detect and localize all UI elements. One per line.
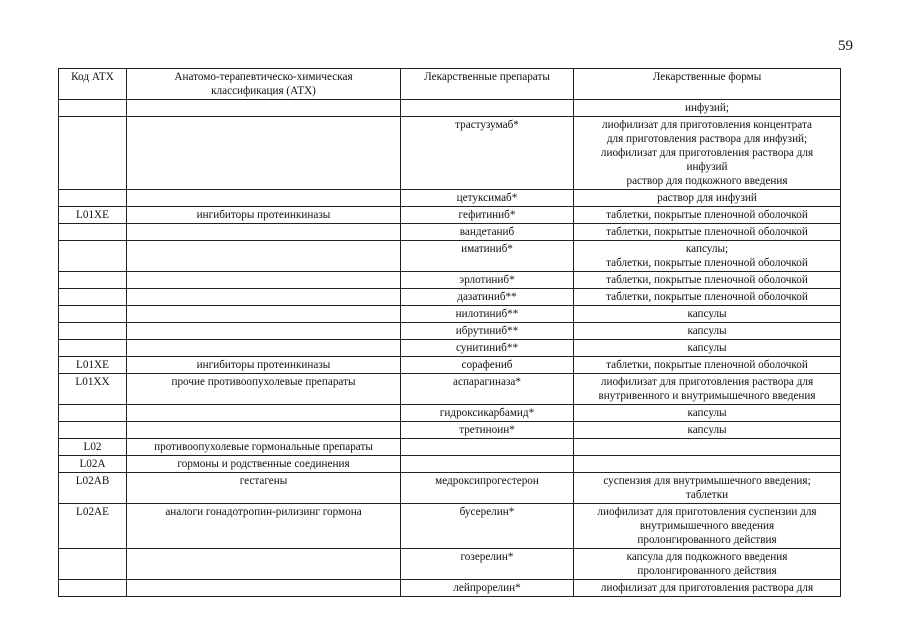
table-row: [59, 405, 841, 422]
cell-atx-code: L01XX: [59, 374, 127, 405]
column-header-dosage-form: Лекарственные формы: [574, 69, 841, 100]
cell-atx-code: [59, 117, 127, 190]
cell-atx-code: L01XE: [59, 357, 127, 374]
cell-dosage-form: суспензия для внутримышечного введения; таблетки: [574, 473, 841, 504]
cell-atx-classification: [127, 190, 401, 207]
cell-atx-code: [59, 549, 127, 580]
atx-table: [58, 68, 841, 597]
table-row: [59, 422, 841, 439]
cell-drug-name: сорафениб: [401, 357, 574, 374]
cell-dosage-form: капсула для подкожного введения пролонгированного действия: [574, 549, 841, 580]
cell-atx-classification: [127, 323, 401, 340]
cell-atx-code: L02: [59, 439, 127, 456]
cell-drug-name: [401, 100, 574, 117]
cell-atx-code: [59, 190, 127, 207]
cell-atx-classification: [127, 340, 401, 357]
cell-atx-classification: противоопухолевые гормональные препараты: [127, 439, 401, 456]
cell-atx-code: L02AE: [59, 504, 127, 549]
cell-atx-classification: гестагены: [127, 473, 401, 504]
cell-drug-name: иматиниб*: [401, 241, 574, 272]
cell-dosage-form: раствор для инфузий: [574, 190, 841, 207]
cell-drug-name: нилотиниб**: [401, 306, 574, 323]
cell-atx-classification: [127, 405, 401, 422]
cell-atx-code: [59, 289, 127, 306]
cell-atx-code: [59, 272, 127, 289]
cell-atx-code: [59, 241, 127, 272]
cell-drug-name: медроксипрогестерон: [401, 473, 574, 504]
table-row: [59, 549, 841, 580]
table-row: [59, 224, 841, 241]
cell-atx-code: [59, 323, 127, 340]
cell-dosage-form: капсулы: [574, 405, 841, 422]
cell-dosage-form: лиофилизат для приготовления суспензии для внутримышечного введения пролонгированного действия: [574, 504, 841, 549]
table-row: [59, 190, 841, 207]
cell-drug-name: цетуксимаб*: [401, 190, 574, 207]
cell-atx-classification: [127, 580, 401, 597]
cell-atx-classification: [127, 422, 401, 439]
cell-drug-name: гозерелин*: [401, 549, 574, 580]
cell-dosage-form: таблетки, покрытые пленочной оболочкой: [574, 272, 841, 289]
cell-drug-name: сунитиниб**: [401, 340, 574, 357]
cell-atx-code: [59, 580, 127, 597]
cell-drug-name: эрлотиниб*: [401, 272, 574, 289]
table-row: [59, 504, 841, 549]
cell-atx-classification: аналоги гонадотропин-рилизинг гормона: [127, 504, 401, 549]
cell-atx-classification: [127, 272, 401, 289]
table-body: [59, 100, 841, 597]
cell-atx-classification: ингибиторы протеинкиназы: [127, 207, 401, 224]
cell-atx-classification: [127, 306, 401, 323]
cell-atx-code: L02A: [59, 456, 127, 473]
cell-drug-name: вандетаниб: [401, 224, 574, 241]
table-row: [59, 289, 841, 306]
cell-atx-code: [59, 224, 127, 241]
cell-dosage-form: таблетки, покрытые пленочной оболочкой: [574, 357, 841, 374]
cell-dosage-form: лиофилизат для приготовления раствора для: [574, 580, 841, 597]
cell-drug-name: лейпрорелин*: [401, 580, 574, 597]
cell-dosage-form: лиофилизат для приготовления концентрата для приготовления раствора для инфузий; лиофилизат для приготовления раствора для инфузий раствор для подкожного введения: [574, 117, 841, 190]
cell-dosage-form: лиофилизат для приготовления раствора для внутривенного и внутримышечного введения: [574, 374, 841, 405]
cell-atx-classification: [127, 289, 401, 306]
cell-drug-name: [401, 456, 574, 473]
cell-atx-code: L01XE: [59, 207, 127, 224]
cell-dosage-form: капсулы; таблетки, покрытые пленочной оболочкой: [574, 241, 841, 272]
column-header-atx-code: Код АТХ: [59, 69, 127, 100]
cell-drug-name: гидроксикарбамид*: [401, 405, 574, 422]
table-row: [59, 100, 841, 117]
cell-atx-code: [59, 100, 127, 117]
cell-atx-classification: [127, 100, 401, 117]
table-row: [59, 456, 841, 473]
cell-drug-name: третиноин*: [401, 422, 574, 439]
cell-atx-classification: прочие противоопухолевые препараты: [127, 374, 401, 405]
cell-atx-classification: [127, 117, 401, 190]
cell-dosage-form: [574, 439, 841, 456]
cell-drug-name: трастузумаб*: [401, 117, 574, 190]
cell-atx-classification: ингибиторы протеинкиназы: [127, 357, 401, 374]
cell-dosage-form: [574, 456, 841, 473]
table-row: [59, 580, 841, 597]
cell-atx-classification: [127, 241, 401, 272]
cell-dosage-form: таблетки, покрытые пленочной оболочкой: [574, 224, 841, 241]
table-row: [59, 207, 841, 224]
table-row: [59, 340, 841, 357]
cell-atx-code: [59, 422, 127, 439]
table-row: [59, 323, 841, 340]
cell-atx-classification: [127, 549, 401, 580]
header-row: [59, 69, 841, 100]
cell-drug-name: аспарагиназа*: [401, 374, 574, 405]
column-header-drug-name: Лекарственные препараты: [401, 69, 574, 100]
table-row: [59, 374, 841, 405]
cell-drug-name: [401, 439, 574, 456]
table-row: [59, 272, 841, 289]
cell-dosage-form: таблетки, покрытые пленочной оболочкой: [574, 289, 841, 306]
table-row: [59, 241, 841, 272]
page-number: 59: [838, 38, 853, 54]
table-row: [59, 473, 841, 504]
cell-atx-code: L02AB: [59, 473, 127, 504]
table-row: [59, 306, 841, 323]
table-row: [59, 439, 841, 456]
cell-drug-name: ибрутиниб**: [401, 323, 574, 340]
cell-atx-classification: гормоны и родственные соединения: [127, 456, 401, 473]
cell-dosage-form: таблетки, покрытые пленочной оболочкой: [574, 207, 841, 224]
cell-dosage-form: капсулы: [574, 340, 841, 357]
cell-dosage-form: инфузий;: [574, 100, 841, 117]
cell-drug-name: гефитиниб*: [401, 207, 574, 224]
cell-drug-name: дазатиниб**: [401, 289, 574, 306]
cell-atx-code: [59, 306, 127, 323]
table-row: [59, 357, 841, 374]
cell-dosage-form: капсулы: [574, 306, 841, 323]
cell-dosage-form: капсулы: [574, 422, 841, 439]
table-row: [59, 117, 841, 190]
cell-dosage-form: капсулы: [574, 323, 841, 340]
cell-atx-code: [59, 405, 127, 422]
column-header-atx-classification: Анатомо-терапевтическо-химическая классификация (АТХ): [127, 69, 401, 100]
cell-atx-classification: [127, 224, 401, 241]
cell-drug-name: бусерелин*: [401, 504, 574, 549]
cell-atx-code: [59, 340, 127, 357]
table-header: [59, 69, 841, 100]
